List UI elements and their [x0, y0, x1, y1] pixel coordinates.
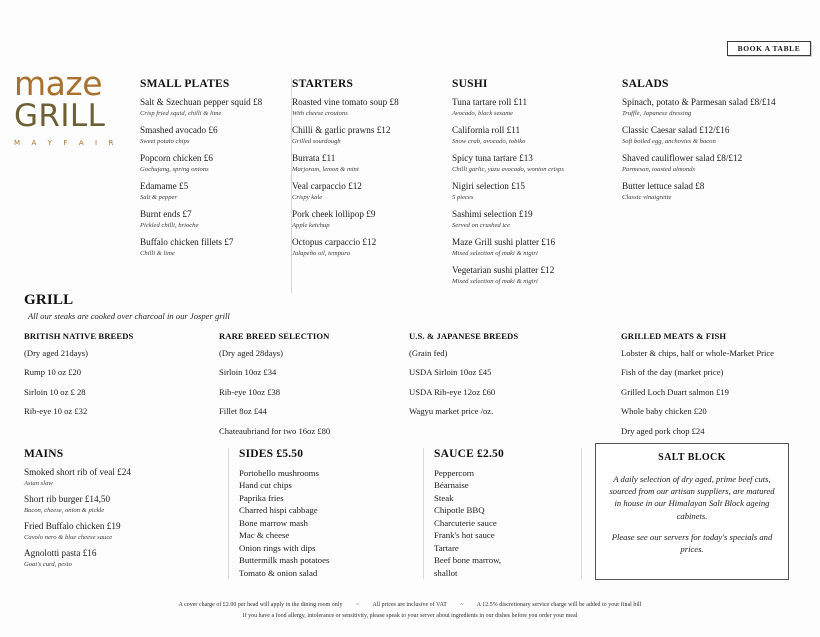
menu-item-name: Veal carpaccio £12	[292, 181, 362, 192]
grill-line: Chateaubriand for two 16oz £80	[219, 425, 331, 436]
menu-item	[452, 125, 612, 146]
footer-cover-charge: A cover charge of £2.00 per head will apply in the dining room only	[178, 602, 343, 608]
sauce-item: Steak	[434, 492, 454, 503]
menu-item-name: Edamame £5	[140, 181, 189, 192]
menu-item	[140, 153, 281, 174]
menu-item	[140, 97, 281, 118]
menu-item	[292, 209, 442, 230]
menu-item-description: Served on crushed ice	[452, 221, 511, 229]
menu-item-description: Mixed selection of maki & nigiri	[452, 277, 538, 285]
section-title: SUSHI	[452, 78, 488, 90]
menu-item	[452, 181, 612, 202]
side-item: Portobello mushrooms	[239, 468, 319, 478]
menu-item	[24, 494, 216, 515]
menu-item	[452, 209, 612, 230]
menu-item-name: Sashimi selection £19	[452, 209, 533, 220]
menu-item	[292, 181, 442, 202]
section-title: SMALL PLATES	[140, 78, 230, 90]
salt-block-paragraph: A daily selection of dry aged, prime beef cuts, sourced from our artisan suppliers, are matured in house in our Himalayan Salt Block ageing cabinets.	[609, 474, 775, 521]
menu-item-name: Fried Buffalo chicken £19	[24, 521, 121, 532]
section-title: STARTERS	[292, 78, 354, 90]
grill-line: Sirloin 10oz £34	[219, 367, 277, 378]
side-item: Tomato & onion salad	[239, 567, 318, 578]
sauce-item: Béarnaise	[434, 480, 469, 491]
menu-item-name: Salt & Szechuan pepper squid £8	[140, 97, 263, 107]
footer-line-1	[0, 600, 820, 611]
side-item: Paprika fries	[239, 492, 284, 503]
menu-item-description: Sweet potato chips	[140, 137, 190, 145]
menu-item-name: Popcorn chicken £6	[140, 153, 213, 164]
menu-item	[622, 153, 802, 174]
menu-item-name: Chilli & garlic prawns £12	[292, 125, 391, 136]
menu-item	[292, 153, 442, 174]
menu-item-description: Crispy kale	[292, 193, 323, 201]
menu-item-name: Roasted vine tomato soup £8	[292, 97, 399, 107]
grill-title: GRILL	[24, 292, 74, 308]
grill-line: (Grain fed)	[409, 348, 448, 358]
logo-text-maze: maze	[14, 64, 102, 103]
grill-subtitle: All our steaks are cooked over charcoal in our Josper grill	[28, 311, 230, 321]
grill-column-british-native-breeds	[24, 331, 219, 446]
menu-item-description: Truffle, Japanese dressing	[622, 109, 692, 117]
footer-vat: All prices are inclusive of VAT	[372, 602, 447, 608]
grill-section-header	[24, 292, 230, 321]
menu-item-description: Snow crab, avocado, tobiko	[452, 137, 526, 145]
menu-item	[140, 125, 281, 146]
menu-item-name: Short rib burger £14,50	[24, 494, 111, 505]
side-item: Charred hispi cabbage	[239, 505, 318, 516]
section-sushi	[452, 78, 622, 293]
salt-block-panel	[595, 443, 789, 580]
sauce-item: Peppercorn	[434, 468, 475, 478]
menu-item-name: Tuna tartare roll £11	[452, 97, 528, 107]
footer-separator: ~	[460, 602, 464, 608]
grill-line: Rump 10 oz £20	[24, 367, 82, 378]
menu-item-description: Goat's curd, pesto	[24, 560, 72, 568]
grill-column-us-japanese-breeds	[409, 331, 621, 446]
grill-line: Sirloin 10 oz £ 28	[24, 386, 86, 397]
section-small-plates	[140, 78, 292, 293]
menu-item-description: Asian slaw	[24, 479, 53, 487]
grill-columns	[24, 331, 812, 446]
grill-column-title: GRILLED MEATS & FISH	[621, 331, 727, 341]
sauce-item: Charcuterie sauce	[434, 517, 497, 528]
logo-text-mayfair: M A Y F A I R	[14, 138, 118, 147]
section-salads	[622, 78, 812, 293]
menu-item-name: Butter lettuce salad £8	[622, 181, 705, 192]
menu-item-description: Jalapeño oil, tempura	[292, 249, 351, 257]
grill-line: USDA Sirloin 10oz £45	[409, 367, 492, 378]
menu-item	[622, 97, 802, 118]
menu-item-name: Burnt ends £7	[140, 209, 192, 220]
side-item: Buttermilk mash potatoes	[239, 555, 330, 566]
menu-item-description: Bacon, cheese, onion & pickle	[24, 506, 105, 514]
grill-line: Dry aged pork chop £24	[621, 425, 705, 436]
section-title: SALADS	[622, 78, 669, 90]
menu-item	[140, 237, 281, 258]
menu-item	[140, 181, 281, 202]
salt-block-title: SALT BLOCK	[658, 452, 726, 463]
menu-item-description: Chilli & lime	[140, 249, 175, 257]
grill-line: Fish of the day (market price)	[621, 367, 724, 378]
book-a-table-button[interactable]: BOOK A TABLE	[727, 41, 811, 56]
footer	[0, 600, 820, 622]
menu-item-description: Chilli garlic, yuzu avocado, wonton crisps	[452, 165, 564, 173]
menu-item	[140, 209, 281, 230]
grill-line: Rib-eye 10 oz £32	[24, 406, 88, 417]
section-title: SIDES £5.50	[239, 448, 304, 460]
logo-text-grill: GRILL	[14, 98, 106, 134]
menu-item-description: Crisp fried squid, chilli & lime	[140, 109, 222, 117]
menu-item	[24, 467, 216, 488]
sauce-item: Chipotle BBQ	[434, 505, 485, 516]
salt-block-paragraph: Please see our servers for today's specials and prices.	[611, 531, 773, 555]
footer-line-2: If you have a food allergy, intolerance or sensitivity, please speak to your server about ingredients in our dishes before you order your meal	[242, 613, 578, 620]
grill-line: Wagyu market price /oz.	[409, 406, 494, 417]
section-sides	[229, 448, 424, 579]
grill-column-rare-breed-selection	[219, 331, 409, 446]
side-item: Mac & cheese	[239, 530, 290, 541]
menu-item	[24, 521, 216, 542]
menu-item-description: Classic vinaigrette	[622, 193, 672, 201]
menu-item	[452, 265, 612, 286]
grill-column-title: U.S. & JAPANESE BREEDS	[409, 331, 519, 341]
grill-line: Lobster & chips, half or whole-Market Price	[621, 348, 774, 358]
menu-item	[292, 125, 442, 146]
menu-item-name: Smoked short rib of veal £24	[24, 467, 131, 477]
footer-service-charge: A 12.5% discretionary service charge will be added to your final bill	[476, 602, 642, 608]
grill-column-title: BRITISH NATIVE BREEDS	[24, 331, 134, 341]
menu-item	[622, 125, 802, 146]
menu-item-description: Marjoram, lemon & mint	[292, 165, 359, 173]
menu-item	[292, 237, 442, 258]
menu-item-name: Spicy tuna tartare £13	[452, 153, 533, 164]
section-mains	[24, 448, 229, 579]
grill-column-title: RARE BREED SELECTION	[219, 331, 330, 341]
section-title: SAUCE £2.50	[434, 448, 504, 460]
menu-item-description: Parmesan, toasted almonds	[622, 165, 696, 173]
grill-line: Grilled Loch Duart salmon £19	[621, 386, 729, 397]
menu-item-name: Buffalo chicken fillets £7	[140, 237, 234, 248]
menu-item-name: Octopus carpaccio £12	[292, 237, 377, 248]
menu-item-name: Pork cheek lollipop £9	[292, 209, 376, 220]
side-item: Bone marrow mash	[239, 517, 308, 528]
grill-line: Whole baby chicken £20	[621, 406, 707, 417]
menu-item-name: Shaved cauliflower salad £8/£12	[622, 153, 743, 164]
menu-item	[452, 97, 612, 118]
side-item: Onion rings with dips	[239, 542, 316, 553]
menu-item-description: Mixed selection of maki & nigiri	[452, 249, 538, 257]
grill-line: (Dry aged 21days)	[24, 348, 88, 358]
menu-item-name: Burrata £11	[292, 153, 336, 164]
menu-item	[622, 181, 802, 202]
menu-item-description: Soft boiled egg, anchovies & bacon	[622, 137, 716, 145]
sauce-item: Tartare	[434, 542, 459, 553]
footer-separator: ~	[355, 602, 360, 608]
menu-item-description: Avocado, black sesame	[452, 109, 513, 117]
side-item: Hand cut chips	[239, 480, 292, 491]
menu-item-name: Nigiri selection £15	[452, 181, 525, 192]
section-starters	[292, 78, 452, 293]
menu-item	[452, 153, 612, 174]
sauce-item: Frank's hot sauce	[434, 530, 495, 541]
section-title: MAINS	[24, 448, 64, 460]
menu-item	[452, 237, 612, 258]
menu-item-description: Gochujang, spring onions	[140, 165, 209, 173]
menu-item	[24, 548, 216, 569]
grill-line: USDA Rib-eye 12oz £60	[409, 386, 496, 397]
menu-item-name: Smashed avocado £6	[140, 125, 218, 136]
section-sauce	[424, 448, 582, 579]
top-menu-columns	[140, 78, 812, 293]
menu-item-name: Maze Grill sushi platter £16	[452, 237, 556, 248]
menu-item-description: 5 pieces	[452, 193, 474, 201]
menu-item-name: Classic Caesar salad £12/£16	[622, 125, 730, 136]
grill-line: Rib-eye 10oz £38	[219, 386, 281, 397]
menu-item-name: Spinach, potato & Parmesan salad £8/£14	[622, 97, 776, 107]
menu-item-description: Cavolo nero & blue cheese sauce	[24, 533, 113, 541]
sauce-item: Beef bone marrow,	[434, 555, 502, 566]
menu-item-name: Agnolotti pasta £16	[24, 548, 97, 559]
menu-item-description: Grilled sourdough	[292, 137, 341, 145]
menu-item	[292, 97, 442, 118]
grill-line: (Dry aged 28days)	[219, 348, 283, 358]
menu-item-description: Pickled chilli, brioche	[140, 221, 199, 229]
sauce-item: shallot	[434, 567, 458, 578]
menu-item-description: Apple ketchup	[292, 221, 330, 229]
menu-item-description: With cheese croutons	[292, 109, 348, 117]
menu-item-description: Salt & pepper	[140, 193, 177, 201]
grill-column-grilled-meats-fish	[621, 331, 812, 446]
menu-item-name: California roll £11	[452, 125, 521, 136]
maze-grill-mayfair-logo	[14, 64, 129, 147]
grill-line: Fillet 8oz £44	[219, 406, 267, 417]
menu-item-name: Vegetarian sushi platter £12	[452, 265, 555, 276]
